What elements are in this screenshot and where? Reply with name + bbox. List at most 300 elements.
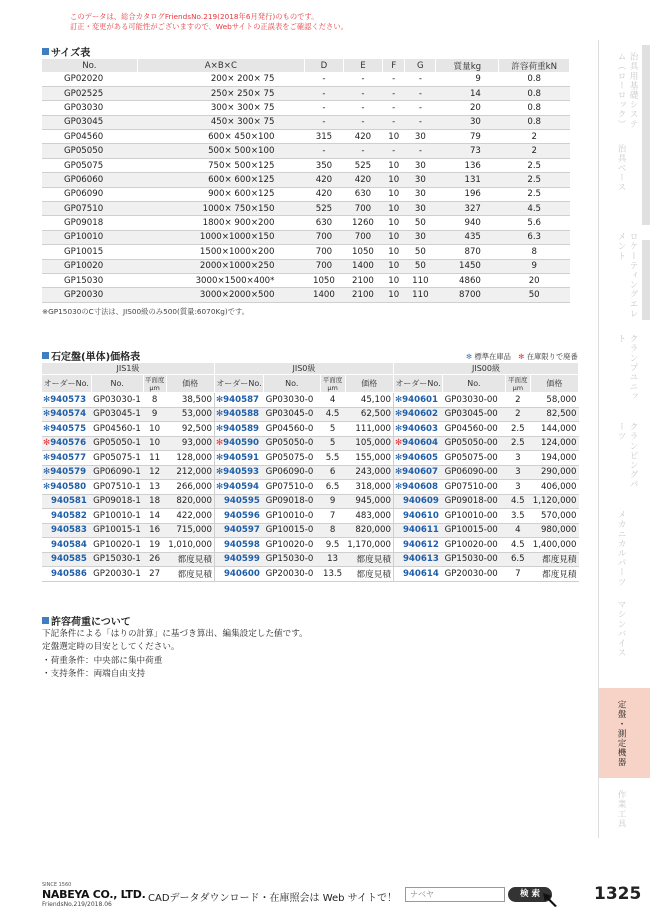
company-logo: SINCE 1560 NABEYA CO., LTD. FriendsNo.219/2018.06 xyxy=(42,882,146,908)
table-cell: 420 xyxy=(343,130,382,144)
table-cell: GP10020 xyxy=(42,259,137,273)
price-value: 都度見積 xyxy=(530,552,578,567)
model-number: GP10015-00 xyxy=(443,523,506,538)
column-header: 質量kg xyxy=(436,59,499,72)
discontinued-marker-icon: ✻ xyxy=(43,438,51,449)
price-value: 128,000 xyxy=(166,451,214,466)
table-cell: - xyxy=(382,115,405,129)
price-value: 422,000 xyxy=(166,509,214,524)
model-number: GP04560-00 xyxy=(443,422,506,437)
price-value: 45,100 xyxy=(345,393,393,408)
table-row xyxy=(42,393,579,408)
column-header: No. xyxy=(264,375,320,393)
column-header: オーダーNo. xyxy=(42,375,91,393)
column-header: No. xyxy=(91,375,143,393)
table-cell: 2100 xyxy=(343,288,382,302)
table-cell: 110 xyxy=(405,273,436,287)
table-cell: 435 xyxy=(436,230,499,244)
table-cell: 50 xyxy=(405,245,436,259)
order-number[interactable]: ✻940602 xyxy=(393,407,442,422)
price-value: 1,010,000 xyxy=(166,538,214,553)
table-cell: - xyxy=(304,144,343,158)
flatness-value: 6.5 xyxy=(320,480,345,495)
column-header: オーダーNo. xyxy=(214,375,263,393)
table-cell: 30 xyxy=(405,202,436,216)
column-header: 平面度μm xyxy=(144,376,165,392)
stock-marker-icon: ✻ xyxy=(43,394,51,405)
size-table xyxy=(42,59,570,303)
size-section-title: サイズ表 xyxy=(42,44,90,59)
table-row xyxy=(42,101,570,115)
table-cell: 2100 xyxy=(343,273,382,287)
load-line: ・支持条件：両端自由支持 xyxy=(42,669,146,680)
flatness-value: 4.5 xyxy=(320,407,345,422)
order-number[interactable]: 940581 xyxy=(42,494,91,509)
order-number[interactable]: 940612 xyxy=(393,538,442,553)
flatness-value: 4 xyxy=(320,393,345,408)
table-row xyxy=(42,552,579,567)
table-cell: 525 xyxy=(304,202,343,216)
model-number: GP20030-00 xyxy=(443,567,506,582)
price-value: 都度見積 xyxy=(530,567,578,582)
table-row xyxy=(42,72,570,86)
table-cell: 900× 600×125 xyxy=(137,187,304,201)
table-cell: 2.5 xyxy=(499,173,570,187)
sidebar-tab[interactable]: 作業工具 xyxy=(598,778,650,838)
price-value: 144,000 xyxy=(530,422,578,437)
order-number[interactable]: ✻940588 xyxy=(214,407,263,422)
flatness-value: 13 xyxy=(143,480,166,495)
stock-marker-icon: ✻ xyxy=(394,452,403,463)
discontinued-marker-icon: ✻ xyxy=(215,438,224,449)
table-cell: - xyxy=(382,72,405,86)
table-cell: 3000×1500×400* xyxy=(137,273,304,287)
table-row xyxy=(42,407,579,422)
table-row xyxy=(42,480,579,495)
table-cell: GP02525 xyxy=(42,86,137,100)
load-line: 定盤選定時の目安としてください。 xyxy=(42,642,180,653)
stock-marker-icon: ✻ xyxy=(394,467,403,478)
table-cell: 2 xyxy=(499,130,570,144)
table-row xyxy=(42,230,570,244)
table-cell: 700 xyxy=(304,230,343,244)
price-value: 243,000 xyxy=(345,465,393,480)
table-cell: 10 xyxy=(382,216,405,230)
table-row xyxy=(42,130,570,144)
model-number: GP15030-1 xyxy=(91,552,143,567)
sidebar-tab[interactable]: メカニカルパーツ xyxy=(598,498,650,588)
table-cell: 10 xyxy=(382,130,405,144)
table-cell: 600× 450×100 xyxy=(137,130,304,144)
column-header: A×B×C xyxy=(137,59,304,72)
flatness-value: 3 xyxy=(505,480,530,495)
table-cell: 750× 500×125 xyxy=(137,158,304,172)
order-number[interactable]: 940583 xyxy=(42,523,91,538)
table-cell: GP09018 xyxy=(42,216,137,230)
column-header: No. xyxy=(443,375,506,393)
table-cell: 0.8 xyxy=(499,115,570,129)
price-value: 124,000 xyxy=(530,436,578,451)
sidebar-tab[interactable]: ロケーティングエレメント xyxy=(598,220,650,322)
price-value: 980,000 xyxy=(530,523,578,538)
column-header: 許容荷重kN xyxy=(499,59,570,72)
flatness-value: 27 xyxy=(143,567,166,582)
table-cell: GP07510 xyxy=(42,202,137,216)
price-value: 155,000 xyxy=(345,451,393,466)
order-number[interactable]: ✻940603 xyxy=(393,422,442,437)
table-row xyxy=(42,436,579,451)
table-cell: GP03030 xyxy=(42,101,137,115)
table-row xyxy=(42,494,579,509)
order-number[interactable]: ✻940590 xyxy=(214,436,263,451)
order-number[interactable]: 940609 xyxy=(393,494,442,509)
sidebar-tab[interactable]: 治具ベース xyxy=(598,132,650,220)
model-number: GP03045-00 xyxy=(443,407,506,422)
table-cell: 1450 xyxy=(436,259,499,273)
column-header: 価格 xyxy=(166,375,214,393)
table-cell: 10 xyxy=(382,288,405,302)
table-cell: 14 xyxy=(436,86,499,100)
stock-marker-icon: ✻ xyxy=(43,452,51,463)
table-cell: GP10015 xyxy=(42,245,137,259)
table-cell: GP20030 xyxy=(42,288,137,302)
table-cell: 420 xyxy=(304,187,343,201)
stock-marker-icon: ✻ xyxy=(215,394,224,405)
table-cell: - xyxy=(405,86,436,100)
table-cell: 5.6 xyxy=(499,216,570,230)
table-cell: 6.3 xyxy=(499,230,570,244)
table-cell: - xyxy=(343,86,382,100)
stock-marker-icon: ✻ xyxy=(215,409,224,420)
model-number: GP09018-1 xyxy=(91,494,143,509)
table-cell: - xyxy=(405,101,436,115)
table-cell: 30 xyxy=(405,230,436,244)
order-number[interactable]: ✻940575 xyxy=(42,422,91,437)
sidebar-tab[interactable]: 治具用基礎システム（ローロック） xyxy=(598,40,650,132)
price-value: 53,000 xyxy=(166,407,214,422)
flatness-value: 9 xyxy=(143,407,166,422)
order-number[interactable]: ✻940605 xyxy=(393,451,442,466)
table-cell: 110 xyxy=(405,288,436,302)
search-button[interactable]: 検 索 xyxy=(508,887,552,902)
model-number: GP03030-00 xyxy=(443,393,506,408)
table-row xyxy=(42,187,570,201)
stock-marker-icon: ✻ xyxy=(43,409,51,420)
table-cell: 8700 xyxy=(436,288,499,302)
price-legend: ✻ 標準在庫品 ✻ 在庫限りで廃番 xyxy=(466,352,578,361)
flatness-value: 2 xyxy=(505,393,530,408)
model-number: GP10010-00 xyxy=(443,509,506,524)
table-row xyxy=(42,465,579,480)
order-number[interactable]: ✻940593 xyxy=(214,465,263,480)
table-cell: 2000×1000×250 xyxy=(137,259,304,273)
table-cell: 9 xyxy=(436,72,499,86)
table-cell: - xyxy=(343,144,382,158)
flatness-value: 4.5 xyxy=(505,538,530,553)
order-number[interactable]: 940599 xyxy=(214,552,263,567)
price-value: 945,000 xyxy=(345,494,393,509)
table-row xyxy=(42,144,570,158)
model-number: GP09018-0 xyxy=(264,494,320,509)
model-number: GP05075-00 xyxy=(443,451,506,466)
table-cell: 630 xyxy=(304,216,343,230)
order-number[interactable]: 940584 xyxy=(42,538,91,553)
flatness-value: 13.5 xyxy=(320,567,345,582)
table-cell: 420 xyxy=(304,173,343,187)
table-cell: - xyxy=(343,72,382,86)
table-cell: 200× 200× 75 xyxy=(137,72,304,86)
table-cell: 73 xyxy=(436,144,499,158)
table-cell: - xyxy=(405,72,436,86)
order-number[interactable]: ✻940574 xyxy=(42,407,91,422)
table-cell: GP03045 xyxy=(42,115,137,129)
flatness-value: 3 xyxy=(505,451,530,466)
sidebar-tab[interactable]: クランピングパーツ xyxy=(598,410,650,498)
table-cell: GP10010 xyxy=(42,230,137,244)
table-row xyxy=(42,245,570,259)
order-number[interactable]: 940611 xyxy=(393,523,442,538)
order-number[interactable]: 940596 xyxy=(214,509,263,524)
table-cell: GP04560 xyxy=(42,130,137,144)
table-cell: 1400 xyxy=(343,259,382,273)
price-value: 62,500 xyxy=(345,407,393,422)
model-number: GP10010-0 xyxy=(264,509,320,524)
table-cell: 30 xyxy=(405,187,436,201)
size-footnote: ※GP15030のC寸法は、JIS00級のみ500(質量:6070Kg)です。 xyxy=(42,307,250,316)
table-cell: 630 xyxy=(343,187,382,201)
section-square-icon xyxy=(42,617,49,624)
price-value: 406,000 xyxy=(530,480,578,495)
price-value: 290,000 xyxy=(530,465,578,480)
sidebar-tab-active[interactable]: 定盤・測定機器 xyxy=(598,688,650,778)
model-number: GP03045-0 xyxy=(264,407,320,422)
model-number: GP05050-00 xyxy=(443,436,506,451)
column-header: 平面度μm xyxy=(320,375,345,393)
search-input[interactable]: ナベヤ xyxy=(405,887,505,902)
table-cell: 10 xyxy=(382,230,405,244)
model-number: GP09018-00 xyxy=(443,494,506,509)
stock-marker-icon: ✻ xyxy=(394,409,403,420)
table-cell: 870 xyxy=(436,245,499,259)
order-number[interactable]: 940582 xyxy=(42,509,91,524)
table-row xyxy=(42,422,579,437)
model-number: GP10010-1 xyxy=(91,509,143,524)
flatness-value: 19 xyxy=(143,538,166,553)
order-number[interactable]: ✻940608 xyxy=(393,480,442,495)
price-value: 都度見積 xyxy=(345,552,393,567)
catalog-notice xyxy=(70,12,348,32)
table-cell: 50 xyxy=(499,288,570,302)
price-value: 1,170,000 xyxy=(345,538,393,553)
table-row xyxy=(42,173,570,187)
price-value: 111,000 xyxy=(345,422,393,437)
table-row xyxy=(42,451,579,466)
model-number: GP10020-0 xyxy=(264,538,320,553)
price-value: 1,120,000 xyxy=(530,494,578,509)
table-cell: - xyxy=(304,72,343,86)
price-value: 都度見積 xyxy=(166,552,214,567)
stock-marker-icon: ✻ xyxy=(394,394,403,405)
order-number[interactable]: 940598 xyxy=(214,538,263,553)
model-number: GP20030-0 xyxy=(264,567,320,582)
price-value: 194,000 xyxy=(530,451,578,466)
table-cell: - xyxy=(304,115,343,129)
flatness-value: 11 xyxy=(143,451,166,466)
table-cell: 136 xyxy=(436,158,499,172)
price-value: 92,500 xyxy=(166,422,214,437)
model-number: GP07510-0 xyxy=(264,480,320,495)
table-row xyxy=(42,202,570,216)
table-cell: 2 xyxy=(499,144,570,158)
model-number: GP20030-1 xyxy=(91,567,143,582)
section-square-icon xyxy=(42,352,49,359)
column-header: オーダーNo. xyxy=(393,375,442,393)
table-cell: 420 xyxy=(343,173,382,187)
order-number[interactable]: 940597 xyxy=(214,523,263,538)
order-number[interactable]: ✻940607 xyxy=(393,465,442,480)
table-cell: 1050 xyxy=(343,245,382,259)
table-cell: 700 xyxy=(304,245,343,259)
table-cell: 30 xyxy=(436,115,499,129)
price-value: 38,500 xyxy=(166,393,214,408)
column-header: 価格 xyxy=(345,375,393,393)
table-cell: 10 xyxy=(382,259,405,273)
table-cell: 1500×1000×200 xyxy=(137,245,304,259)
model-number: GP03030-1 xyxy=(91,393,143,408)
stock-marker-icon: ✻ xyxy=(394,423,403,434)
flatness-value: 16 xyxy=(143,523,166,538)
table-row xyxy=(42,158,570,172)
table-cell: 9 xyxy=(499,259,570,273)
table-cell: 4.5 xyxy=(499,202,570,216)
flatness-value: 5 xyxy=(320,436,345,451)
table-cell: 196 xyxy=(436,187,499,201)
table-cell: - xyxy=(382,86,405,100)
price-value: 820,000 xyxy=(166,494,214,509)
table-cell: 1050 xyxy=(304,273,343,287)
order-number[interactable]: ✻940577 xyxy=(42,451,91,466)
flatness-value: 3.5 xyxy=(505,509,530,524)
page-number: 1325 xyxy=(594,884,642,904)
column-header: 平面度μm xyxy=(505,375,530,393)
price-value: 82,500 xyxy=(530,407,578,422)
table-cell: GP06060 xyxy=(42,173,137,187)
table-cell: 3000×2000×500 xyxy=(137,288,304,302)
table-cell: 0.8 xyxy=(499,101,570,115)
table-cell: - xyxy=(382,101,405,115)
stock-marker-icon: ✻ xyxy=(43,423,51,434)
price-value: 715,000 xyxy=(166,523,214,538)
sidebar-edge xyxy=(642,45,650,225)
table-cell: 350 xyxy=(304,158,343,172)
table-row xyxy=(42,523,579,538)
cursor-arrow-icon xyxy=(543,893,561,907)
table-cell: - xyxy=(405,115,436,129)
table-cell: 10 xyxy=(382,202,405,216)
column-header: No. xyxy=(42,59,137,72)
stock-marker-icon: ✻ xyxy=(394,481,403,492)
table-row xyxy=(42,259,570,273)
order-number[interactable]: ✻940580 xyxy=(42,480,91,495)
price-value: 483,000 xyxy=(345,509,393,524)
table-cell: 4860 xyxy=(436,273,499,287)
order-number[interactable]: ✻940573 xyxy=(42,393,91,408)
price-value: 212,000 xyxy=(166,465,214,480)
group-header: JIS00級 xyxy=(393,363,578,375)
table-cell: 50 xyxy=(405,259,436,273)
table-cell: GP02020 xyxy=(42,72,137,86)
order-number[interactable]: ✻940579 xyxy=(42,465,91,480)
order-number[interactable]: 940600 xyxy=(214,567,263,582)
column-header: 価格 xyxy=(530,375,578,393)
model-number: GP10020-1 xyxy=(91,538,143,553)
order-number[interactable]: 940613 xyxy=(393,552,442,567)
price-section-title: 石定盤(単体)価格表 xyxy=(42,348,140,363)
sidebar-edge xyxy=(642,240,650,320)
column-header: E xyxy=(343,59,382,72)
table-row xyxy=(42,538,579,553)
model-number: GP03030-0 xyxy=(264,393,320,408)
model-number: GP05050-1 xyxy=(91,436,143,451)
discontinued-marker-icon: ✻ xyxy=(394,438,403,449)
order-number[interactable]: ✻940576 xyxy=(42,436,91,451)
column-header: D xyxy=(304,59,343,72)
model-number: GP05050-0 xyxy=(264,436,320,451)
order-number[interactable]: 940610 xyxy=(393,509,442,524)
flatness-value: 6.5 xyxy=(505,552,530,567)
table-cell: - xyxy=(405,144,436,158)
order-number[interactable]: ✻940589 xyxy=(214,422,263,437)
flatness-value: 18 xyxy=(143,494,166,509)
table-row xyxy=(42,567,579,582)
flatness-value: 4 xyxy=(505,523,530,538)
order-number[interactable]: 940614 xyxy=(393,567,442,582)
flatness-value: 4.5 xyxy=(505,494,530,509)
group-header: JIS0級 xyxy=(214,363,393,375)
table-cell: 525 xyxy=(343,158,382,172)
order-number[interactable]: ✻940587 xyxy=(214,393,263,408)
order-number[interactable]: ✻940604 xyxy=(393,436,442,451)
table-cell: 300× 300× 75 xyxy=(137,101,304,115)
order-number[interactable]: 940586 xyxy=(42,567,91,582)
price-value: 105,000 xyxy=(345,436,393,451)
flatness-value: 7 xyxy=(505,567,530,582)
model-number: GP03045-1 xyxy=(91,407,143,422)
table-row xyxy=(42,216,570,230)
model-number: GP05075-1 xyxy=(91,451,143,466)
order-number[interactable]: ✻940591 xyxy=(214,451,263,466)
flatness-value: 8 xyxy=(143,393,166,408)
table-cell: - xyxy=(304,86,343,100)
order-number[interactable]: ✻940594 xyxy=(214,480,263,495)
load-line: ・荷重条件：中央部に集中荷重 xyxy=(42,655,163,666)
table-cell: - xyxy=(343,101,382,115)
table-cell: - xyxy=(343,115,382,129)
sidebar-tab[interactable]: マシンバイス xyxy=(598,588,650,688)
order-number[interactable]: 940585 xyxy=(42,552,91,567)
stock-marker-icon: ✻ xyxy=(215,481,224,492)
table-row xyxy=(42,86,570,100)
order-number[interactable]: ✻940601 xyxy=(393,393,442,408)
flatness-value: 2.5 xyxy=(505,436,530,451)
table-cell: 10 xyxy=(382,187,405,201)
sidebar-tab[interactable]: クランプユニット xyxy=(598,322,650,410)
price-value: 都度見積 xyxy=(345,567,393,582)
group-header: JIS1級 xyxy=(42,363,214,375)
table-cell: 20 xyxy=(436,101,499,115)
order-number[interactable]: 940595 xyxy=(214,494,263,509)
table-cell: 79 xyxy=(436,130,499,144)
